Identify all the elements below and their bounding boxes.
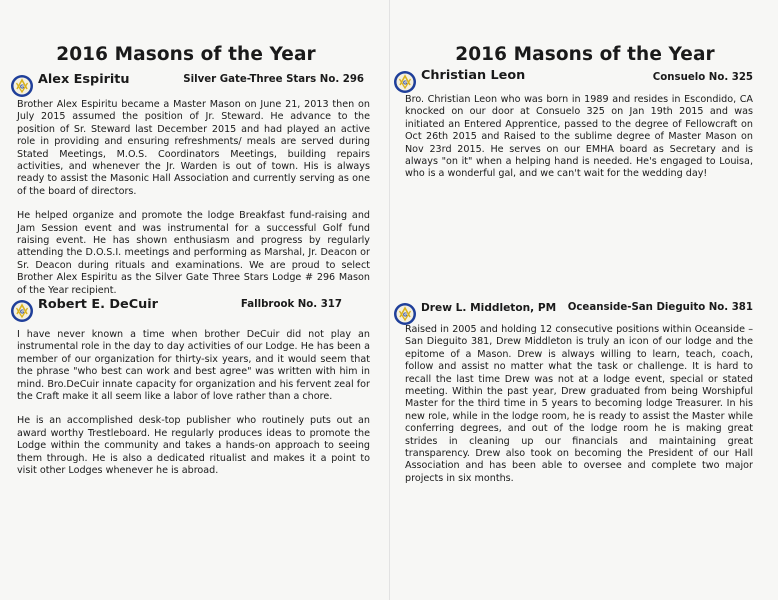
mason-name: Drew L. Middleton, PM (421, 302, 557, 314)
right-page-heading: 2016 Masons of the Year (455, 44, 715, 65)
entry-robert-decuir (17, 297, 370, 477)
left-page-heading: 2016 Masons of the Year (56, 44, 316, 65)
lodge-name: Silver Gate-Three Stars No. 296 (183, 74, 364, 85)
masonic-emblem-icon (393, 302, 417, 326)
bio-paragraph: Brother Alex Espiritu became a Master Mason on June 21, 2013 then on July 2015 assumed the position of Jr. Steward. He advance to the position of Sr. Steward last December 2015 and had played an active role in providing and ensuring refreshments/ meals are served during Stated Meetings, M.O.S. Coordinators Meetings, building repairs activities, and whenever the Jr. Warden is out of town. His is always ready to assist the Masonic Hall Association and currently serving as one of the board of directors. (17, 99, 370, 197)
mason-name: Robert E. DeCuir (38, 297, 158, 312)
mason-name: Christian Leon (421, 68, 526, 83)
mason-name: Alex Espiritu (38, 72, 130, 87)
entry-drew-middleton (402, 300, 753, 485)
entry-header (19, 297, 370, 319)
lodge-name: Oceanside-San Dieguito No. 381 (567, 302, 753, 313)
svg-text:G: G (402, 312, 408, 319)
bio-paragraph: He is an accomplished desk-top publisher who routinely puts out an award worthy Trestleboard. He regularly produces ideas to promote the Lodge within the community and takes a hands-on approach to seeing them through. He is also a dedicated ritualist and makes it a point to visit other Lodges whenever he is abroad. (17, 415, 370, 477)
entry-christian-leon (402, 68, 753, 181)
bio-paragraph: I have never known a time when brother DeCuir did not play an instrumental role in the day to day activities of our Lodge. He has been a member of our organization for thirty-six years, and it would seem that the phrase "who best can work and best agree" was written with him in mind. Bro.DeCuir innate capacity for organization and his fervent zeal for the Craft make it all seem like a labor of love rather than a chore. (17, 329, 370, 403)
bio-paragraph: Bro. Christian Leon who was born in 1989 and resides in Escondido, CA knocked on our door at Consuelo 325 on Jan 19th 2015 and was initiated an Entered Apprentice, passed to the degree of Fellowcraft on Oct 26th 2015 and Raised to the sublime degree of Master Mason on Nov 23rd 2015. He serves on our EMHA board as Secretary and is always "on it" when a helping hand is needed. He's engaged to Louisa, who is a wonderful gal, and we can't wait for the wedding day! (405, 94, 753, 180)
lodge-name: Fallbrook No. 317 (240, 299, 342, 310)
masonic-emblem-icon (10, 74, 34, 98)
lodge-name: Consuelo No. 325 (652, 72, 753, 83)
entry-alex-espiritu (17, 72, 370, 297)
masonic-emblem-icon (10, 299, 34, 323)
entry-header (402, 68, 753, 90)
page-divider (389, 0, 390, 600)
bio-paragraph: He helped organize and promote the lodge Breakfast fund-raising and Jam Session event and was instrumental for a successful Golf fund raising event. He has shown enthusiasm and progress by regularly attending the D.O.S.I. meetings and performing as Marshal, Jr. Deacon or Sr. Deacon during rituals and examinations. We are proud to select Brother Alex Espiritu as the Silver Gate Three Stars Lodge # 296 Mason of the Year recipient. (17, 210, 370, 296)
svg-text:G: G (402, 80, 408, 87)
entry-header (19, 72, 370, 94)
svg-text:G: G (19, 84, 25, 91)
bio-paragraph: Raised in 2005 and holding 12 consecutive positions within Oceanside – San Dieguito 381, Drew Middleton is truly an icon of our lodge and the epitome of a Mason. Drew is always willing to learn, teach, coach, follow and assist no matter what the task or challenge. It is hard to recall the last time Drew was not at a lodge event, special or stated meeting. Within the past year, Drew graduated from being Worshipful Master for the third time in 5 years to becoming lodge Treasurer. In his new role, while in the lodge room, he is ready to assist the Master while conferring degrees, and out of the lodge room he is making great strides in cleaning up our financials and maintaining great transparency. Drew also took on becoming the President of our Hall Association and has been able to oversee and complete two major projects in six months. (405, 324, 753, 484)
entry-header (402, 300, 753, 322)
svg-text:G: G (19, 309, 25, 316)
masonic-emblem-icon (393, 70, 417, 94)
